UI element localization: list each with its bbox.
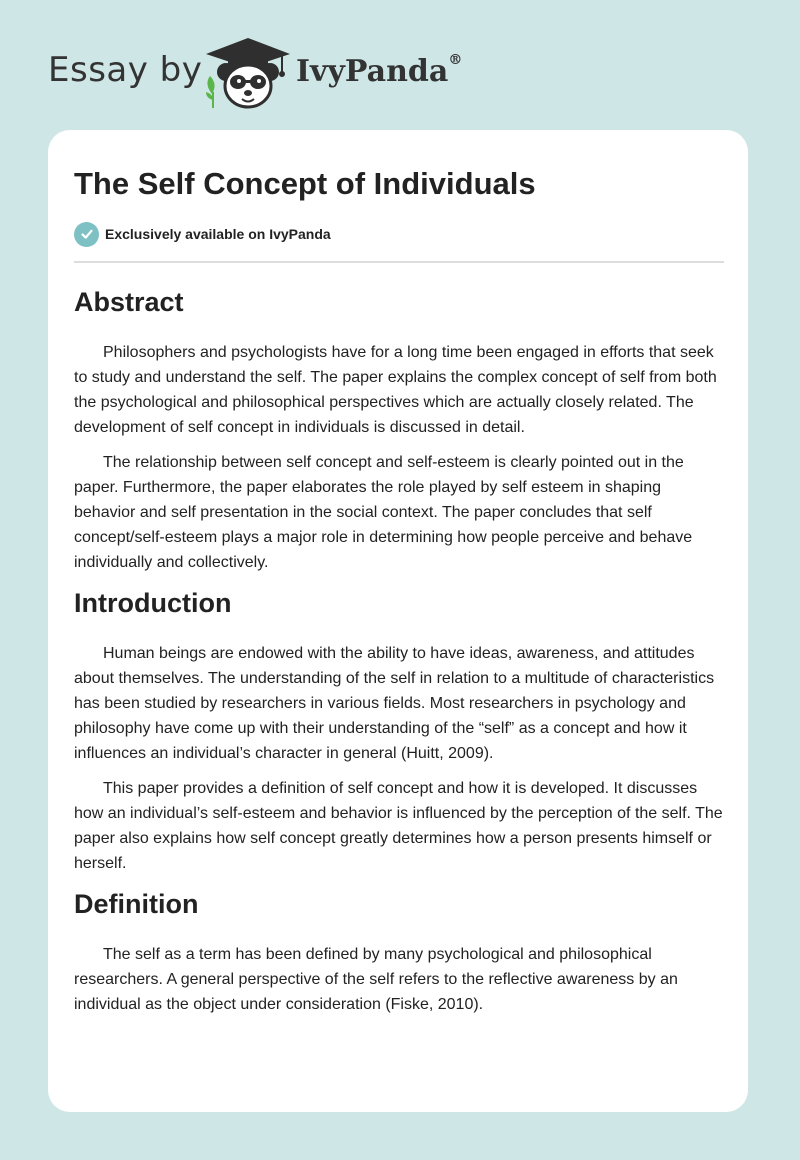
paragraph: The relationship between self concept and self-esteem is clearly pointed out in the paper. Furthermore, the paper elaborates the role played by self esteem in shaping behavior and self presentation in the social context. The paper concludes that self concept/self-esteem plays a major role in determining how people perceive and behave individually and collectively. [74,454,693,571]
title-divider [74,261,724,263]
section-heading-introduction: Introduction [74,588,232,618]
exclusive-badge-label: Exclusively available on IvyPanda [105,226,331,242]
page-title: The Self Concept of Individuals [74,166,536,201]
paragraph: Philosophers and psychologists have for a long time been engaged in efforts that seek to study and understand the self. The paper explains the complex concept of self from both the psychological and philosophical perspectives which are actually closely related. The development of self concept in individuals is discussed in detail. [74,344,717,436]
section-heading-abstract: Abstract [74,287,184,317]
paragraph: The self as a term has been defined by many psychological and philosophical researchers. A general perspective of the self refers to the reflective awareness by an individual as the object under consideration (Fiske, 2010). [74,946,678,1013]
panda-logo-icon[interactable] [202,36,294,110]
check-circle-icon [74,222,99,247]
paragraph: This paper provides a definition of self concept and how it is developed. It discusses how an individual’s self-esteem and behavior is influenced by the perception of the self. The paper also explains how self concept greatly determines how a person presents himself or herself. [74,780,723,872]
trademark-symbol: ® [448,52,463,68]
brand-name[interactable]: IvyPanda® [296,52,463,89]
site-header [0,0,800,130]
section-heading-definition: Definition [74,889,199,919]
essay-card [48,130,748,1112]
brand-prefix: Essay by [48,50,203,90]
essay-content [74,280,724,1017]
exclusive-badge [74,222,331,246]
paragraph: Human beings are endowed with the ability to have ideas, awareness, and attitudes about themselves. The understanding of the self in relation to a multitude of characteristics has been studied by researchers in various fields. Most researchers in psychology and philosophy have come up with their understanding of the “self” as a concept and how it influences an individual’s character in general (Huitt, 2009). [74,645,715,762]
